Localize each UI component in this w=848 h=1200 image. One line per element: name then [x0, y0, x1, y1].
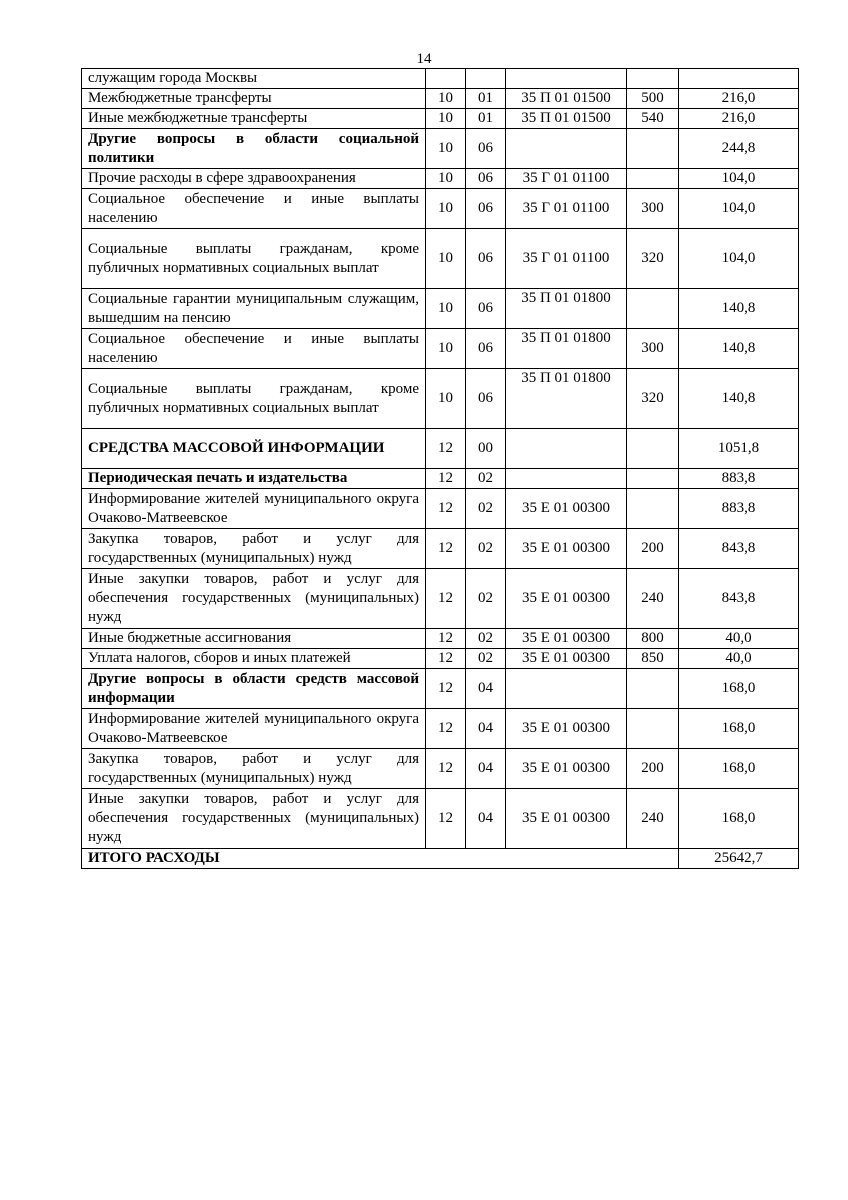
- row-expense-type: 200: [627, 529, 679, 569]
- row-subsection: 02: [466, 629, 506, 649]
- table-row: [82, 89, 799, 109]
- row-amount: 216,0: [679, 89, 799, 109]
- row-section: 12: [426, 789, 466, 849]
- table-row: [82, 329, 799, 369]
- table-row: [82, 529, 799, 569]
- row-name: СРЕДСТВА МАССОВОЙ ИНФОРМАЦИИ: [82, 429, 426, 469]
- row-section: 12: [426, 629, 466, 649]
- table-row: [82, 709, 799, 749]
- row-subsection: 06: [466, 289, 506, 329]
- row-target-article: [506, 429, 627, 469]
- table-row: [82, 109, 799, 129]
- row-expense-type: 500: [627, 89, 679, 109]
- row-amount: 843,8: [679, 529, 799, 569]
- row-section: 10: [426, 189, 466, 229]
- row-expense-type: [627, 709, 679, 749]
- row-expense-type: 240: [627, 789, 679, 849]
- row-target-article: 35 Г 01 01100: [506, 229, 627, 289]
- row-amount: 1051,8: [679, 429, 799, 469]
- row-amount: 843,8: [679, 569, 799, 629]
- row-name: Социальные выплаты гражданам, кроме публичных нормативных социальных выплат: [82, 229, 426, 289]
- table-row: [82, 469, 799, 489]
- row-expense-type: 300: [627, 189, 679, 229]
- table-row: [82, 169, 799, 189]
- budget-table: [81, 68, 799, 869]
- row-amount: 168,0: [679, 709, 799, 749]
- row-target-article: 35 Г 01 01100: [506, 189, 627, 229]
- row-target-article: 35 П 01 01800: [506, 369, 627, 429]
- row-name: Иные закупки товаров, работ и услуг для обеспечения государственных (муниципальных) нужд: [82, 569, 426, 629]
- row-name: Другие вопросы в области социальной политики: [82, 129, 426, 169]
- page-number: 14: [416, 51, 432, 67]
- row-expense-type: 320: [627, 229, 679, 289]
- row-name: Закупка товаров, работ и услуг для государственных (муниципальных) нужд: [82, 529, 426, 569]
- row-expense-type: [627, 69, 679, 89]
- row-section: 10: [426, 369, 466, 429]
- row-amount: 244,8: [679, 129, 799, 169]
- row-subsection: 04: [466, 669, 506, 709]
- row-amount: 168,0: [679, 669, 799, 709]
- row-expense-type: 540: [627, 109, 679, 129]
- row-subsection: 06: [466, 189, 506, 229]
- total-label: ИТОГО РАСХОДЫ: [82, 849, 679, 869]
- row-subsection: 01: [466, 89, 506, 109]
- row-section: 12: [426, 569, 466, 629]
- row-expense-type: [627, 489, 679, 529]
- row-amount: 140,8: [679, 369, 799, 429]
- row-subsection: 06: [466, 369, 506, 429]
- row-section: 12: [426, 489, 466, 529]
- row-section: 10: [426, 329, 466, 369]
- row-section: 10: [426, 129, 466, 169]
- row-section: 10: [426, 89, 466, 109]
- row-expense-type: 200: [627, 749, 679, 789]
- row-amount: 216,0: [679, 109, 799, 129]
- row-subsection: 02: [466, 489, 506, 529]
- row-amount: 40,0: [679, 649, 799, 669]
- row-section: 10: [426, 109, 466, 129]
- total-amount: 25642,7: [679, 849, 799, 869]
- row-target-article: [506, 469, 627, 489]
- table-row: [82, 69, 799, 89]
- table-row: [82, 369, 799, 429]
- row-expense-type: [627, 169, 679, 189]
- row-section: 12: [426, 469, 466, 489]
- row-name: Закупка товаров, работ и услуг для государственных (муниципальных) нужд: [82, 749, 426, 789]
- row-section: 12: [426, 649, 466, 669]
- table-row: [82, 569, 799, 629]
- row-expense-type: [627, 469, 679, 489]
- row-section: 12: [426, 709, 466, 749]
- table-row: [82, 489, 799, 529]
- row-subsection: 00: [466, 429, 506, 469]
- row-name: Иные закупки товаров, работ и услуг для обеспечения государственных (муниципальных) нужд: [82, 789, 426, 849]
- table-row: [82, 429, 799, 469]
- row-target-article: [506, 669, 627, 709]
- row-name: Периодическая печать и издательства: [82, 469, 426, 489]
- table-row: [82, 789, 799, 849]
- row-amount: 40,0: [679, 629, 799, 649]
- row-target-article: 35 Е 01 00300: [506, 649, 627, 669]
- row-subsection: 02: [466, 529, 506, 569]
- row-name: Социальные гарантии муниципальным служащим, вышедшим на пенсию: [82, 289, 426, 329]
- row-expense-type: [627, 129, 679, 169]
- row-subsection: 01: [466, 109, 506, 129]
- row-expense-type: 300: [627, 329, 679, 369]
- row-subsection: 06: [466, 229, 506, 289]
- row-amount: 168,0: [679, 789, 799, 849]
- row-section: 12: [426, 429, 466, 469]
- table-row: [82, 649, 799, 669]
- row-name: Уплата налогов, сборов и иных платежей: [82, 649, 426, 669]
- row-target-article: 35 П 01 01800: [506, 329, 627, 369]
- table-row: [82, 749, 799, 789]
- row-target-article: 35 Е 01 00300: [506, 789, 627, 849]
- row-amount: 883,8: [679, 469, 799, 489]
- row-subsection: 04: [466, 749, 506, 789]
- row-subsection: 06: [466, 169, 506, 189]
- row-target-article: [506, 69, 627, 89]
- row-subsection: [466, 69, 506, 89]
- row-section: 10: [426, 229, 466, 289]
- row-amount: 883,8: [679, 489, 799, 529]
- table-row: [82, 629, 799, 649]
- row-name: Социальные выплаты гражданам, кроме публичных нормативных социальных выплат: [82, 369, 426, 429]
- row-amount: 104,0: [679, 189, 799, 229]
- row-section: 10: [426, 289, 466, 329]
- row-target-article: 35 Е 01 00300: [506, 709, 627, 749]
- table-row: [82, 669, 799, 709]
- row-amount: [679, 69, 799, 89]
- table-row: [82, 189, 799, 229]
- row-target-article: 35 Е 01 00300: [506, 529, 627, 569]
- row-subsection: 04: [466, 789, 506, 849]
- row-section: 12: [426, 529, 466, 569]
- row-target-article: 35 Г 01 01100: [506, 169, 627, 189]
- row-expense-type: 800: [627, 629, 679, 649]
- row-amount: 104,0: [679, 229, 799, 289]
- row-name: Социальное обеспечение и иные выплаты населению: [82, 329, 426, 369]
- row-subsection: 02: [466, 649, 506, 669]
- row-expense-type: [627, 289, 679, 329]
- row-expense-type: [627, 429, 679, 469]
- row-name: служащим города Москвы: [82, 69, 426, 89]
- table-row: [82, 229, 799, 289]
- row-target-article: [506, 129, 627, 169]
- table-row: [82, 289, 799, 329]
- row-amount: 104,0: [679, 169, 799, 189]
- row-subsection: 04: [466, 709, 506, 749]
- table-row: [82, 129, 799, 169]
- row-section: 10: [426, 169, 466, 189]
- row-subsection: 02: [466, 469, 506, 489]
- row-section: [426, 69, 466, 89]
- row-target-article: 35 П 01 01800: [506, 289, 627, 329]
- row-amount: 140,8: [679, 329, 799, 369]
- row-target-article: 35 Е 01 00300: [506, 749, 627, 789]
- row-name: Другие вопросы в области средств массовой информации: [82, 669, 426, 709]
- row-subsection: 06: [466, 129, 506, 169]
- row-name: Информирование жителей муниципального округа Очаково-Матвеевское: [82, 489, 426, 529]
- row-name: Социальное обеспечение и иные выплаты населению: [82, 189, 426, 229]
- row-name: Иные бюджетные ассигнования: [82, 629, 426, 649]
- row-expense-type: 850: [627, 649, 679, 669]
- row-section: 12: [426, 749, 466, 789]
- row-name: Информирование жителей муниципального округа Очаково-Матвеевское: [82, 709, 426, 749]
- row-expense-type: 320: [627, 369, 679, 429]
- row-subsection: 02: [466, 569, 506, 629]
- row-amount: 140,8: [679, 289, 799, 329]
- row-target-article: 35 Е 01 00300: [506, 489, 627, 529]
- row-target-article: 35 П 01 01500: [506, 109, 627, 129]
- budget-table-body: [82, 69, 799, 869]
- row-expense-type: 240: [627, 569, 679, 629]
- row-target-article: 35 Е 01 00300: [506, 569, 627, 629]
- row-expense-type: [627, 669, 679, 709]
- row-section: 12: [426, 669, 466, 709]
- row-name: Межбюджетные трансферты: [82, 89, 426, 109]
- row-name: Иные межбюджетные трансферты: [82, 109, 426, 129]
- row-subsection: 06: [466, 329, 506, 369]
- row-target-article: 35 Е 01 00300: [506, 629, 627, 649]
- total-row: [82, 849, 799, 869]
- row-amount: 168,0: [679, 749, 799, 789]
- row-target-article: 35 П 01 01500: [506, 89, 627, 109]
- row-name: Прочие расходы в сфере здравоохранения: [82, 169, 426, 189]
